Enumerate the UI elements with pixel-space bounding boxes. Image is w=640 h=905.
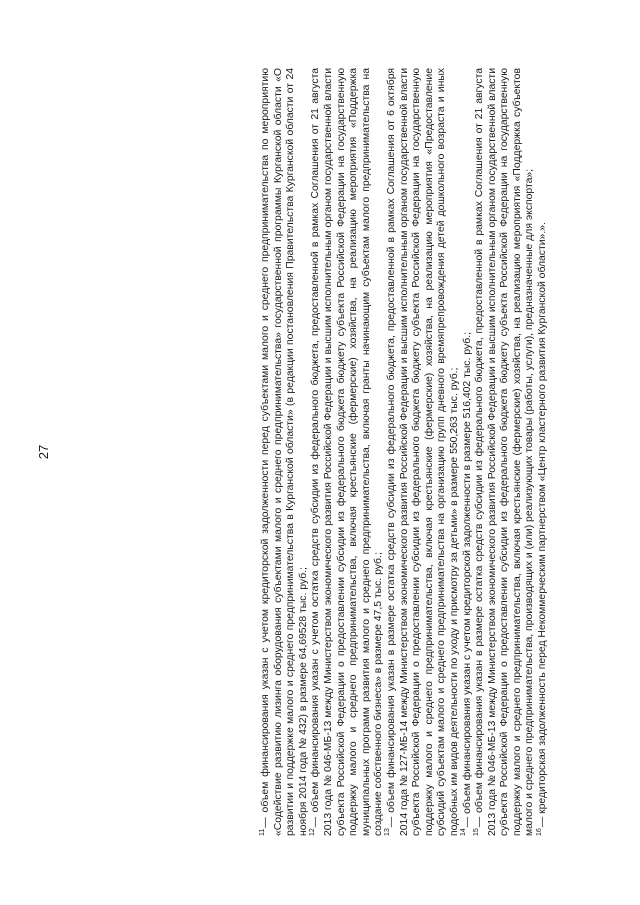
- footnote-text: — объем финансирования указан в размере остатка средств субсидии из федерального бюджета, предоставленной в рамках Соглашения от 6 октября 2014 года № 127-МБ-14 между Министерством экономического развития Российской Федерации и высшим исполнительным органом государственной власти субъекта Российской Федерации о предоставлении субсидии из федерального бюджета бюджету субъекта Российской Федерации на государственную поддержку малого и среднего предпринимательства, включая крестьянские (фермерские) хозяйства, на реализацию мероприятия «Предоставление субсидий субъектам малого и среднего предпринимательства на организацию групп дневного времяпрепровождения детей дошкольного возраста и иных подобных им видов деятельности по уходу и присмотру за детьми» в размере 550,263 тыс. руб.;: [385, 68, 460, 836]
- footnote-marker: 15: [472, 828, 480, 836]
- page-number: 27: [36, 444, 51, 460]
- footnote-13: [386, 68, 462, 836]
- footnote-text: — кредиторская задолженность перед Некоммерческим партнерством «Центр кластерного развития Курганской области».».: [537, 222, 549, 828]
- footnote-text: — объем финансирования указан в размере остатка средств субсидии из федерального бюджета, предоставленной в рамках Соглашения от 21 августа 2013 года № 046-МБ-13 между Министерством экономического развития Российской Федерации и высшим исполнительным органом государственной власти субъекта Российской Федерации о предоставлении субсидии из федерального бюджета бюджету субъекта Российской Федерации на государственную поддержку малого и среднего предпринимательства, включая крестьянские (фермерские) хозяйства, на реализацию мероприятия «Поддержка субъектов малого и среднего предпринимательства, производящих и (или) реализующих товары (работы, услуги), предназначенные для экспорта»;: [474, 68, 536, 836]
- footnote-marker: 14: [460, 828, 468, 836]
- footnote-15: [474, 68, 537, 836]
- footnote-14: [462, 68, 475, 836]
- footnote-text: — объем финансирования указан с учетом кредиторской задолженности в размере 516,402 тыс. руб.;: [461, 332, 473, 828]
- footnote-marker: 12: [308, 828, 316, 836]
- footnote-marker: 13: [384, 828, 392, 836]
- footnote-marker: 16: [535, 828, 543, 836]
- footnote-12: [310, 68, 386, 836]
- footnote-marker: 11: [258, 828, 266, 836]
- footnote-text: — объем финансирования указан с учетом кредиторской задолженности перед субъектами малого и среднего предпринимательства по мероприятию «Содействие развитию лизинга оборудования субъектами малого и среднего предпринимательства» государственной программы Курганской области «О развитии и поддержке малого и среднего предпринимательства в Курганской области» (в редакции постановления Правительства Курганской области от 24 ноября 2014 года № 432) в размере 64,69528 тыс. руб.;: [260, 68, 309, 836]
- footnote-text: — объем финансирования указан с учетом остатка средств субсидии из федерального бюджета, предоставленной в рамках Соглашения от 21 августа 2013 года № 046-МБ-13 между Министерством экономического развития Российской Федерации и высшим исполнительным органом государственной власти субъекта Российской Федерации о предоставлении субсидии из федерального бюджета бюджету субъекта Российской Федерации на государственную поддержку малого и среднего предпринимательства, включая крестьянские (фермерские) хозяйства, на реализацию мероприятия «Поддержка муниципальных программ развития малого и среднего предпринимательства, включая гранты начинающим субъектам малого предпринимательства на создание собственного бизнеса» в размере 47,5 тыс. руб.;: [310, 68, 385, 836]
- rotated-document-page: [30, 52, 610, 852]
- footnote-11: [260, 68, 310, 836]
- footnotes-block: [260, 68, 550, 836]
- footnote-16: [537, 68, 550, 836]
